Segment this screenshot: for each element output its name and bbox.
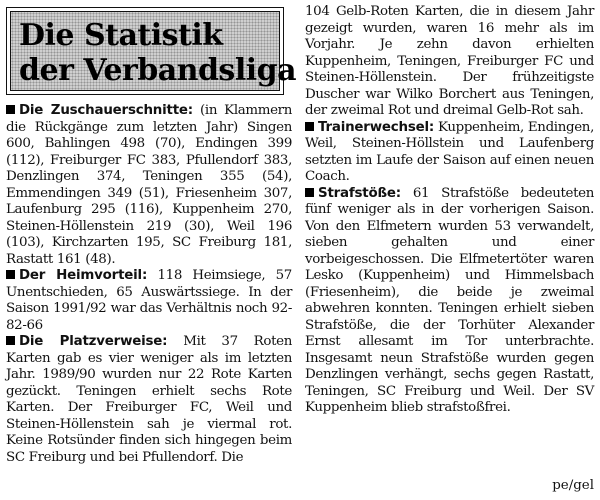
- bullet-square-icon: [6, 336, 15, 345]
- title-box: [6, 7, 297, 95]
- title-panel: [10, 11, 297, 91]
- section-text: 118 Heimsiege, 57 Unentschieden, 65 Auswärtssiege. In der Saison 1991/92 war das Verhältnis noch 92-82-66: [6, 268, 292, 333]
- section-heimvorteil: [6, 268, 292, 334]
- section-platzverweise-continued: [305, 4, 594, 120]
- section-heading: Die Platzverweise:: [19, 334, 168, 349]
- section-heading: Die Zuschauerschnitte:: [19, 103, 193, 118]
- section-zuschauer: [6, 103, 292, 268]
- bullet-square-icon: [305, 188, 314, 197]
- author-signature: pe/gel: [552, 478, 594, 493]
- section-heading: Der Heimvorteil:: [19, 268, 148, 283]
- title-line-1: Die Statistik: [19, 18, 223, 53]
- section-strafstoesse: [305, 186, 594, 417]
- bullet-square-icon: [6, 105, 15, 114]
- section-heading: Trainerwechsel:: [318, 119, 435, 135]
- section-text: 61 Strafstöße bedeuteten fünf weniger als in der vorherigen Saison. Von den Elfmetern wurden 53 verwandelt, sieben gehalten und einer vorbeigeschossen. Die Elfmetertöter waren Lesko (Kuppenheim) und Himmelsbach (Friesenheim), die beide je zweimal abwehren konnten. Teningen erhielt sieben Strafstöße, die der Torhüter Alexander Ernst allesamt im Tor unterbrachte. Insgesamt neun Strafstöße wurden gegen Denzlingen verhängt, sechs gegen Rastatt, Teningen, SC Freiburg und Weil. Der SV Kuppenheim blieb strafstoßfrei.: [305, 185, 594, 415]
- section-text: (in Klammern die Rückgänge zum letzten Jahr) Singen 600, Bahlingen 498 (70), Endingen 399 (112), Freiburger FC 383, Pfullendorf 383, Denzlingen 374, Teningen 355 (54), Emmendingen 349 (51), Friesenheim 307, Laufenburg 295 (116), Kuppenheim 270, Steinen-Höllenstein 219 (30), Weil 196 (103), Kirchzarten 195, SC Freiburg 181, Rastatt 161 (48).: [6, 103, 292, 267]
- section-heading: Strafstöße:: [318, 185, 401, 201]
- section-trainerwechsel: [305, 120, 594, 186]
- section-platzverweise: [6, 334, 292, 466]
- bullet-square-icon: [305, 122, 314, 131]
- right-column: [305, 4, 594, 417]
- title-line-2: der Verbandsliga: [19, 53, 297, 88]
- section-text: Mit 37 Roten Karten gab es vier weniger als im letzten Jahr. 1989/90 wurden nur 22 Rote Karten gezückt. Teningen erhielt sechs Rote Karten. Der Freiburger FC, Weil und Steinen-Höllenstein sah je viermal rot. Keine Rotsünder finden sich hingegen beim SC Freiburg und bei Pfullendorf. Die: [6, 334, 292, 465]
- section-text: Kuppenheim, Endingen, Weil, Steinen-Höllstein und Laufenberg setzten im Laufe der Saison auf einen neuen Coach.: [305, 119, 594, 184]
- section-text: 104 Gelb-Roten Karten, die in diesem Jahr gezeigt wurden, waren 16 mehr als im Vorjahr. Je zehn davon erhielten Kuppenheim, Teningen, Freiburger FC und Steinen-Höllenstein. Der frühzeitigste Duscher war Wilko Borchert aus Teningen, der zweimal Rot und dreimal Gelb-Rot sah.: [305, 4, 594, 118]
- left-column: [6, 103, 292, 466]
- bullet-square-icon: [6, 270, 15, 279]
